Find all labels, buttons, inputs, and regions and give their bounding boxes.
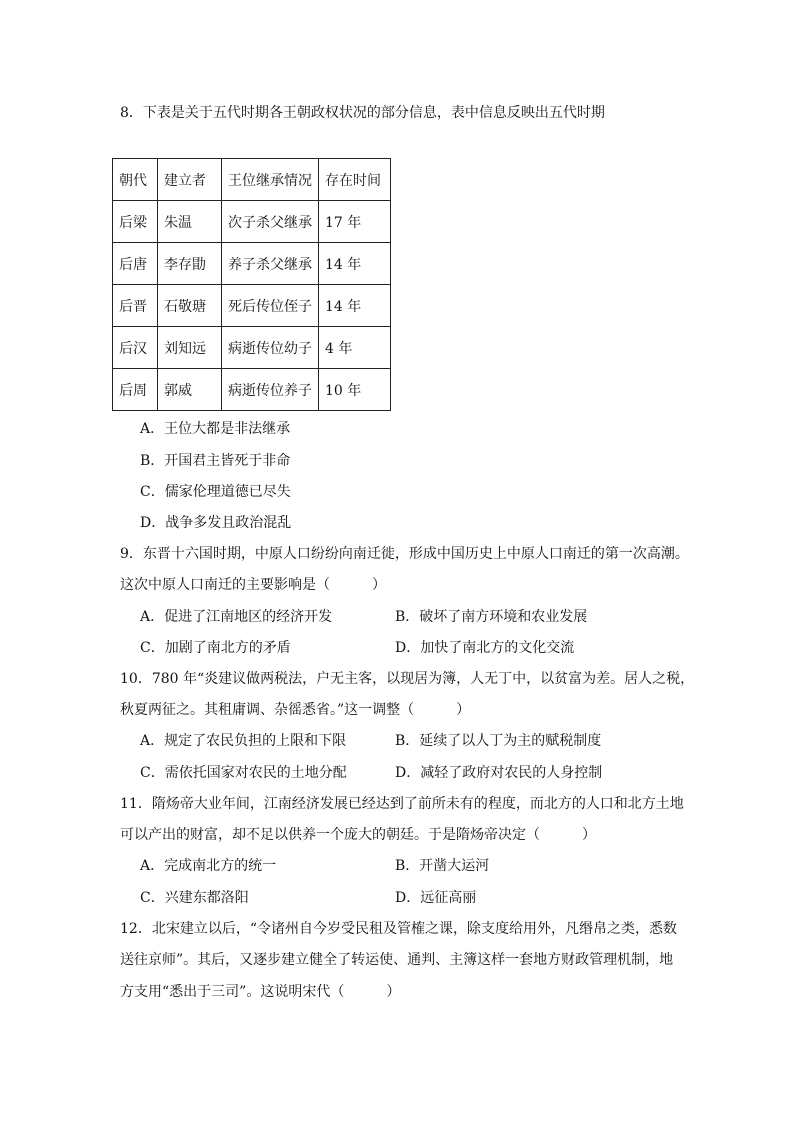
question-8-option-d[interactable]: D．战争多发且政治混乱 (140, 515, 292, 531)
question-9-option-c[interactable]: C．加剧了南北方的矛盾 (140, 640, 291, 656)
table-cell: 10 年 (319, 369, 391, 411)
question-11-option-a[interactable]: A．完成南北方的统一 (140, 858, 277, 874)
table-cell: 死后传位侄子 (222, 285, 319, 327)
question-8-option-b[interactable]: B．开国君主皆死于非命 (140, 453, 291, 469)
table-cell: 14 年 (319, 285, 391, 327)
table-cell: 李存勖 (158, 243, 222, 285)
table-cell: 后晋 (113, 285, 158, 327)
table-cell: 后梁 (113, 201, 158, 243)
table-cell: 14 年 (319, 243, 391, 285)
question-12-stem-line-1: 12．北宋建立以后，“令诸州自今岁受民租及管榷之课，除支度给用外，凡缗帛之类，悉数 (120, 921, 677, 937)
table-cell: 4 年 (319, 327, 391, 369)
table-cell: 刘知远 (158, 327, 222, 369)
question-11-option-b[interactable]: B．开凿大运河 (395, 858, 490, 874)
table-cell: 病逝传位幼子 (222, 327, 319, 369)
table-row (113, 369, 391, 411)
question-10-option-a[interactable]: A．规定了农民负担的上限和下限 (140, 733, 347, 749)
question-11-option-d[interactable]: D．远征高丽 (395, 890, 477, 906)
question-10-stem-line-2: 秋夏两征之。其租庸调、杂徭悉省。”这一调整（ ） (120, 702, 471, 718)
table-cell: 养子杀父继承 (222, 243, 319, 285)
question-9-stem-line-2: 这次中原人口南迁的主要影响是（ ） (120, 577, 386, 593)
dynasty-table (112, 158, 391, 411)
question-8-option-c[interactable]: C．儒家伦理道德已尽失 (140, 484, 291, 500)
table-cell: 17 年 (319, 201, 391, 243)
table-header-cell: 朝代 (113, 159, 158, 201)
question-11-option-c[interactable]: C．兴建东都洛阳 (140, 890, 249, 906)
table-cell: 后汉 (113, 327, 158, 369)
question-11-stem-line-2: 可以产出的财富，却不足以供养一个庞大的朝廷。于是隋炀帝决定（ ） (120, 827, 596, 843)
question-8-option-a[interactable]: A．王位大都是非法继承 (140, 421, 291, 437)
table-cell: 后周 (113, 369, 158, 411)
table-row (113, 285, 391, 327)
table-row (113, 327, 391, 369)
table-cell: 次子杀父继承 (222, 201, 319, 243)
table-row (113, 201, 391, 243)
question-10-option-c[interactable]: C．需依托国家对农民的土地分配 (140, 765, 347, 781)
question-9-stem-line-1: 9．东晋十六国时期，中原人口纷纷向南迁徙，形成中国历史上中原人口南迁的第一次高潮。 (120, 546, 689, 562)
table-cell: 病逝传位养子 (222, 369, 319, 411)
table-header-cell: 王位继承情况 (222, 159, 319, 201)
question-9-option-d[interactable]: D．加快了南北方的文化交流 (395, 640, 575, 656)
table-cell: 石敬瑭 (158, 285, 222, 327)
question-12-stem-line-3: 方支用“悉出于三司”。这说明宋代（ ） (120, 984, 401, 1000)
table-cell: 郭威 (158, 369, 222, 411)
question-11-stem-line-1: 11．隋炀帝大业年间，江南经济发展已经达到了前所未有的程度，而北方的人口和北方土地 (120, 796, 684, 812)
table-header-cell: 建立者 (158, 159, 222, 201)
question-9-option-a[interactable]: A．促进了江南地区的经济开发 (140, 609, 333, 625)
question-8-stem: 8．下表是关于五代时期各王朝政权状况的部分信息，表中信息反映出五代时期 (120, 105, 605, 121)
question-10-option-d[interactable]: D．减轻了政府对农民的人身控制 (395, 765, 603, 781)
table-row (113, 243, 391, 285)
question-10-option-b[interactable]: B．延续了以人丁为主的赋税制度 (395, 733, 602, 749)
table-header-cell: 存在时间 (319, 159, 391, 201)
question-12-stem-line-2: 送往京师”。其后，又逐步建立健全了转运使、通判、主簿这样一套地方财政管理机制，地 (120, 952, 674, 968)
table-cell: 后唐 (113, 243, 158, 285)
table-cell: 朱温 (158, 201, 222, 243)
question-10-stem-line-1: 10．780 年“炎建议做两税法，户无主客，以现居为簿，人无丁中，以贫富为差。居人之税， (120, 671, 695, 687)
question-9-option-b[interactable]: B．破坏了南方环境和农业发展 (395, 609, 588, 625)
table-header-row (113, 159, 391, 201)
